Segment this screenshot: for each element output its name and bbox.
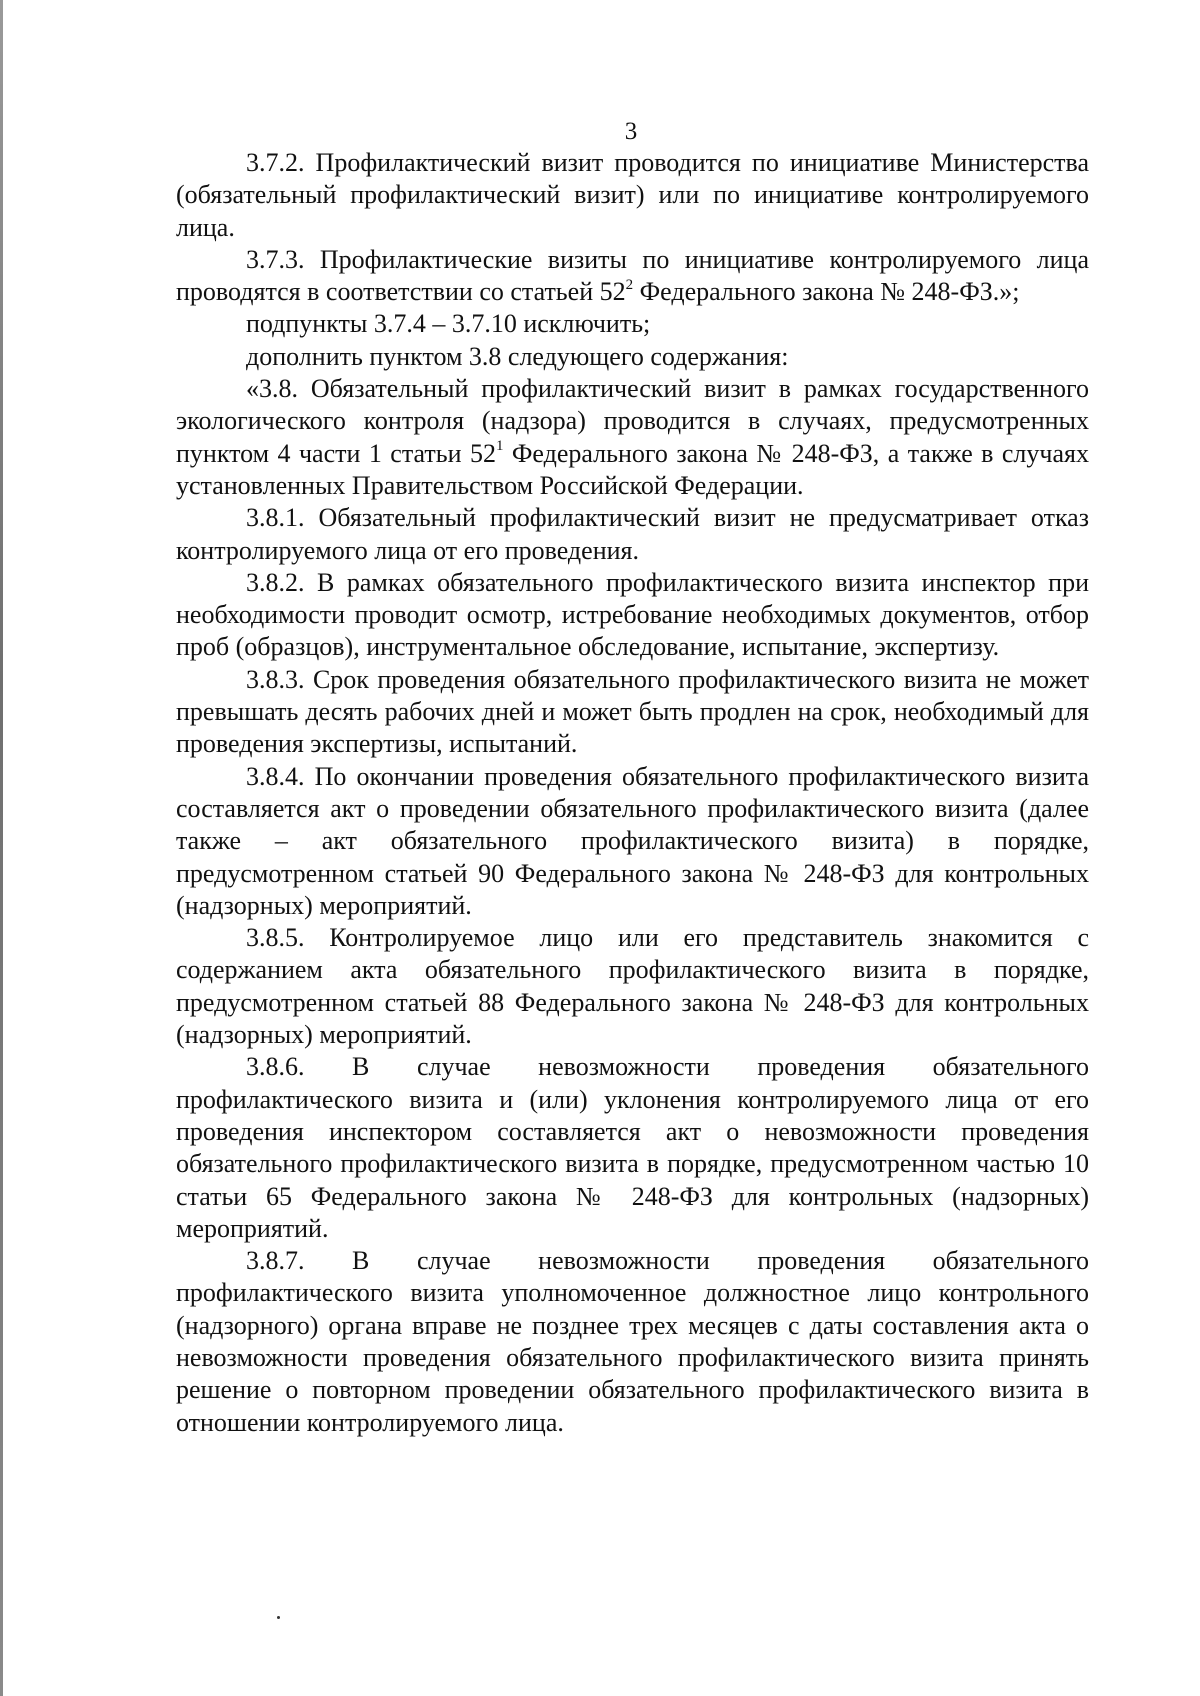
paragraph-3-8-7: 3.8.7. В случае невозможности проведения обязательного профилактического визита уполномоченное должностное лицо контрольного (надзорного) органа вправе не позднее трех месяцев с даты составления акта о невозможности проведения обязательного профилактического визита принять решение о повторном проведении обязательного профилактического визита в отношении контролируемого лица. xyxy=(176,1246,1089,1437)
superscript: 1 xyxy=(495,438,504,455)
paragraph-3-8-1: 3.8.1. Обязательный профилактический визит не предусматривает отказ контролируемого лица от его проведения. xyxy=(176,503,1089,565)
page-number: 3 xyxy=(624,118,638,145)
paragraph-text: 3.7.3. Профилактические визиты по инициативе контролируемого лица проводятся в соответствии со статьей 52 xyxy=(176,244,1089,307)
paragraph-3-8-5: 3.8.5. Контролируемое лицо или его представитель знакомится с содержанием акта обязательного профилактического визита в порядке, предусмотренном статьей 88 Федерального закона № 248-ФЗ для контрольных (надзорных) мероприятий. xyxy=(176,923,1089,1050)
paragraph-3-7-2: 3.7.2. Профилактический визит проводится по инициативе Министерства (обязательный профилактический визит) или по инициативе контролируемого лица. xyxy=(176,148,1089,242)
paragraph-text: Федерального закона № 248-ФЗ.»; xyxy=(633,277,1020,307)
paragraph-3-8-3: 3.8.3. Срок проведения обязательного профилактического визита не может превышать десять рабочих дней и может быть продлен на срок, необходимый для проведения экспертизы, испытаний. xyxy=(176,664,1089,759)
paragraph-3-8-4: 3.8.4. По окончании проведения обязательного профилактического визита составляется акт о проведении обязательного профилактического визита (далее также – акт обязательного профилактического визита) в порядке, предусмотренном статьей 90 Федерального закона № 248-ФЗ для контрольных (надзорных) мероприятий. xyxy=(176,761,1089,920)
document-body xyxy=(176,147,1089,1439)
paragraph-text: Федерального закона № 248-ФЗ, а также в случаях установленных Правительством Российской Федерации. xyxy=(176,438,1089,500)
paragraph-text: «3.8. Обязательный профилактический визит в рамках государственного экологического контроля (надзора) проводится в случаях, предусмотренных пунктом 4 части 1 статьи 52 xyxy=(176,374,1089,468)
superscript: 2 xyxy=(625,276,634,293)
paragraph-exclude: подпункты 3.7.4 – 3.7.10 исключить; xyxy=(246,309,651,339)
paragraph-3-8 xyxy=(176,373,1089,502)
scan-speck xyxy=(277,1616,280,1619)
paragraph-3-7-3 xyxy=(176,244,1089,309)
paragraph-supplement: дополнить пунктом 3.8 следующего содержания: xyxy=(246,341,789,371)
paragraph-3-8-2: 3.8.2. В рамках обязательного профилактического визита инспектор при необходимости проводит осмотр, истребование необходимых документов, отбор проб (образцов), инструментальное обследование, испытание, экспертизу. xyxy=(176,567,1089,662)
paragraph-3-8-6: 3.8.6. В случае невозможности проведения обязательного профилактического визита и (или) уклонения контролируемого лица от его проведения инспектором составляется акт о невозможности проведения обязательного профилактического визита в порядке, предусмотренном частью 10 статьи 65 Федерального закона № 248-ФЗ для контрольных (надзорных) мероприятий. xyxy=(176,1052,1089,1243)
scan-edge xyxy=(0,0,3,1696)
